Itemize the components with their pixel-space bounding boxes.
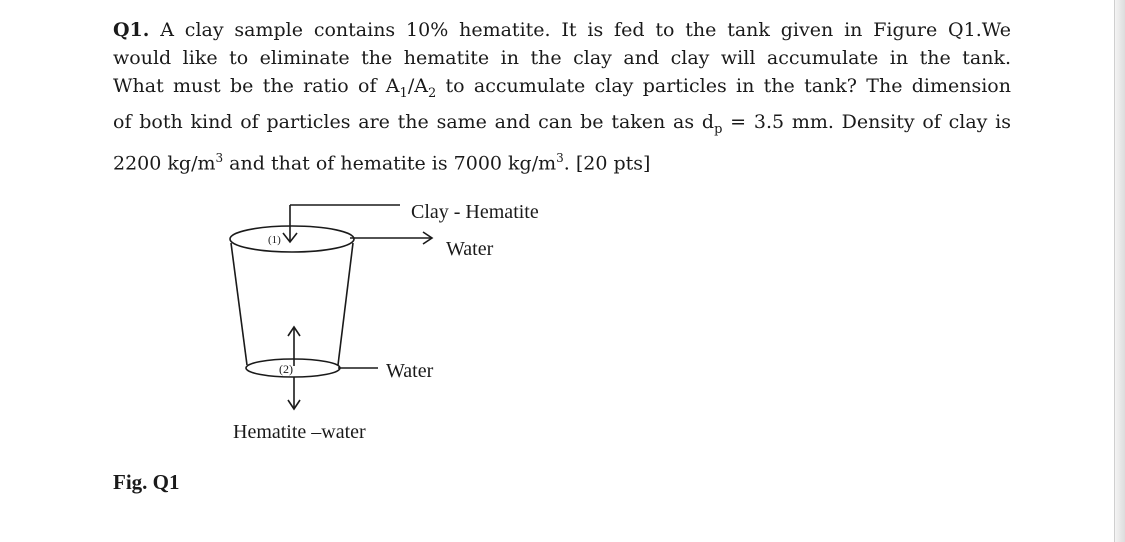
underflow-label: Hematite –water [233, 421, 366, 443]
question-line-5-start: 2200 kg/m [113, 151, 216, 174]
section-2-label: (2) [279, 362, 293, 376]
question-number: Q1. [113, 19, 150, 41]
question-line-4-end: = 3.5 mm. Density of clay is [722, 110, 1011, 133]
subscript-a2: 2 [427, 85, 437, 101]
figure-caption: Fig. Q1 [113, 470, 180, 494]
question-line-3-slash: /A [407, 75, 428, 97]
question-line-3-start: What must be the ratio of A [113, 75, 400, 97]
question-line-2: would like to eliminate the hematite in the clay and clay will accumulate in the tank. [113, 47, 1011, 69]
subscript-dp: p [714, 121, 723, 137]
tank-right-wall [338, 243, 353, 365]
feed-label: Clay - Hematite [411, 201, 539, 223]
bottom-water-label: Water [386, 360, 434, 382]
question-line-1-text: A clay sample contains 10% hematite. It is fed to the tank given in Figure Q1.We [160, 19, 1011, 41]
subscript-a1: 1 [399, 85, 408, 101]
superscript-hematite-density: 3 [556, 150, 564, 165]
section-1-label: (1) [268, 234, 281, 246]
question-line-3-end: to accumulate clay particles in the tank? The dimension [436, 75, 1011, 97]
question-line-5-middle: and that of hematite is 7000 kg/m [223, 151, 557, 174]
question-line-4-start: of both kind of particles are the same and can be taken as d [113, 110, 715, 133]
overflow-water-label: Water [446, 238, 494, 260]
tank-bottom-section-2 [246, 359, 340, 377]
superscript-clay-density: 3 [215, 150, 224, 165]
tank-left-wall [231, 243, 247, 365]
question-line-5-end: . [20 pts] [563, 151, 651, 174]
